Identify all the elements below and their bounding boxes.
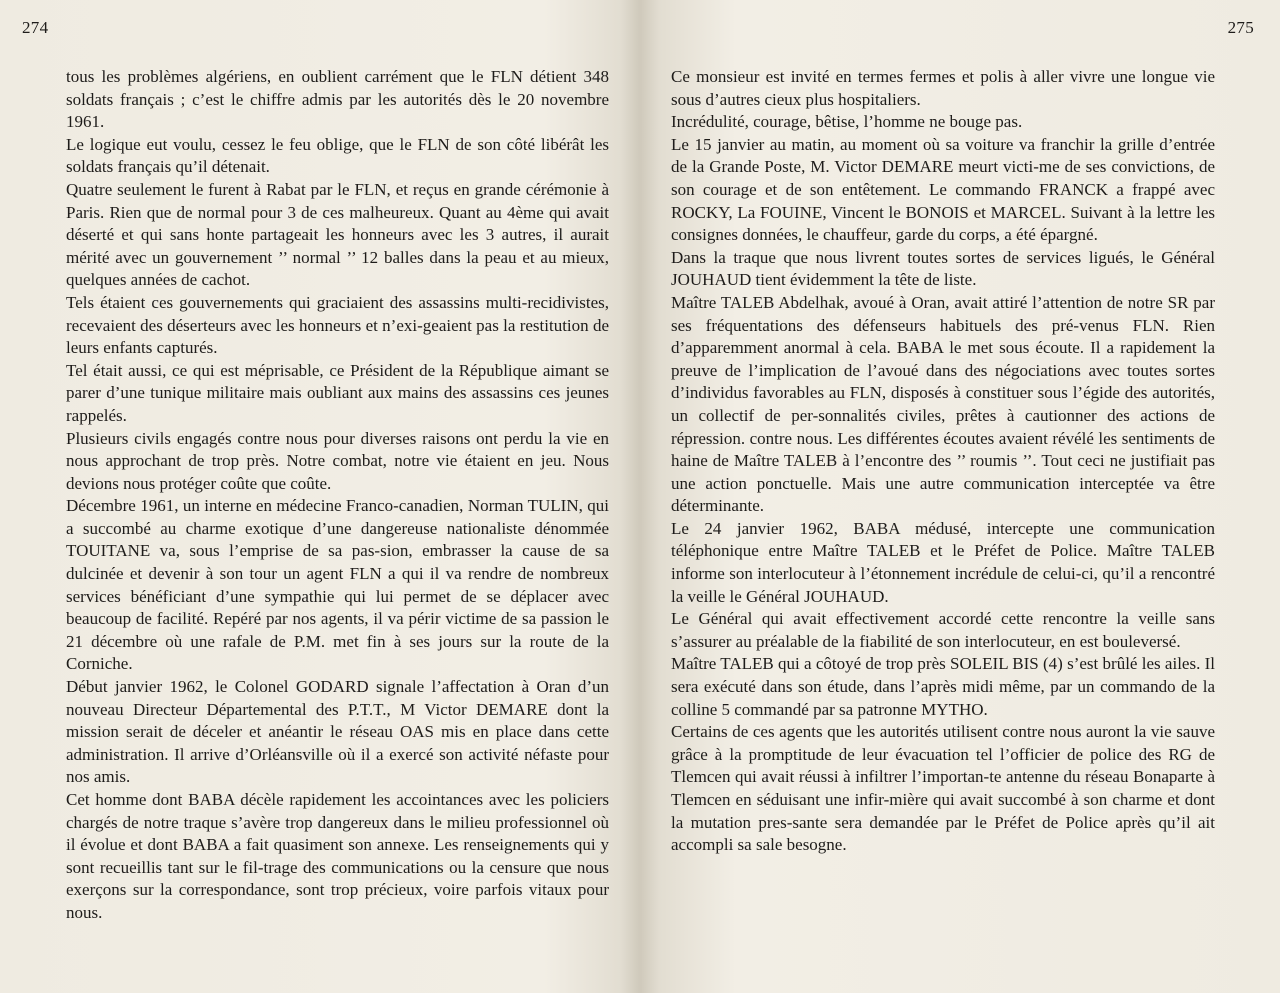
paragraph: tous les problèmes algériens, en oublient carrément que le FLN détient 348 soldats français ; c’est le chiffre admis par les autorités dès le 20 novembre 1961. [66,67,609,132]
paragraph: Le 15 janvier au matin, au moment où sa voiture va franchir la grille d’entrée de la Grande Poste, M. Victor DEMARE meurt victi-me de ses convictions, de son courage et de son entêtement. Le commando FRANCK a frappé avec ROCKY, La FOUINE, Vincent le BONOIS et MARCEL. Suivant à la lettre les consignes données, le chauffeur, garde du corps, a été épargné. [671,134,1215,245]
paragraph: Le 24 janvier 1962, BABA médusé, intercepte une communication téléphonique entre Maître TALEB et le Préfet de Police. Maître TALEB informe son interlocuteur à l’étonnement incrédule de celui-ci, qu’il a rencontré la veille le Général JOUHAUD. [671,518,1215,606]
paragraph: Dans la traque que nous livrent toutes sortes de services ligués, le Général JOUHAUD tient évidemment la tête de liste. [671,247,1215,290]
paragraph: Cet homme dont BABA décèle rapidement les accointances avec les policiers chargés de notre traque s’avère trop dangereux dans le milieu professionnel où il évolue et dont BABA a fait quasiment son annexe. Les renseignements qui y sont recueillis tant sur le fil-trage des communications ou la censure que nous exerçons sur la correspondance, sont trop précieux, voire parfois vitaux pour nous. [66,790,609,922]
right-page [640,0,1280,993]
paragraph: Tel était aussi, ce qui est méprisable, ce Président de la République aimant se parer d’une tunique militaire mais oubliant aux mains des assassins ces jeunes rappelés. [66,360,609,425]
paragraph: Quatre seulement le furent à Rabat par le FLN, et reçus en grande cérémonie à Paris. Rien que de normal pour 3 de ces malheureux. Quant au 4ème qui avait déserté et qui sans honte partageait les honneurs avec les 3 autres, il aurait mérité avec un gouvernement ’’ normal ’’ 12 balles dans la peau et au mieux, quelques années de cachot. [66,179,609,290]
paragraph: Maître TALEB qui a côtoyé de trop près SOLEIL BIS (4) s’est brûlé les ailes. Il sera exécuté dans son étude, dans l’après midi même, par un commando de la colline 5 commandé par sa patronne MYTHO. [671,654,1215,719]
paragraph: Ce monsieur est invité en termes fermes et polis à aller vivre une longue vie sous d’autres cieux plus hospitaliers. [671,67,1215,109]
page-number-left: 274 [22,18,49,37]
paragraph: Le logique eut voulu, cessez le feu oblige, que le FLN de son côté libérât les soldats français qu’il détenait. [66,134,609,177]
paragraph: Décembre 1961, un interne en médecine Franco-canadien, Norman TULIN, qui a succombé au charme exotique d’une dangereuse nationaliste dénommée TOUITANE va, sous l’emprise de sa pas-sion, embrasser la cause de sa dulcinée et devenir à son tour un agent FLN a qui il va rendre de nombreux services bénéficiant d’une sympathie qui lui permet de se déplacer avec beaucoup de facilité. Repéré par nos agents, il va périr victime de sa passion le 21 décembre où une rafale de P.M. met fin à ses jours sur la route de la Corniche. [66,496,609,674]
paragraph: Le Général qui avait effectivement accordé cette rencontre la veille sans s’assurer au préalable de la fiabilité de son interlocuteur, en est bouleversé. [671,609,1215,651]
paragraph: Début janvier 1962, le Colonel GODARD signale l’affectation à Oran d’un nouveau Directeur Départemental des P.T.T., M Victor DEMARE dont la mission serait de déceler et anéantir le réseau OAS mis en place dans cette administration. Il arrive d’Orléansville où il a exercé son activité néfaste pour nos amis. [66,677,609,787]
right-page-body [671,66,1215,857]
paragraph: Tels étaient ces gouvernements qui graciaient des assassins multi-recidivistes, recevaient des déserteurs avec les honneurs et n’exi-geaient pas la restitution de leurs enfants capturés. [66,292,609,358]
left-page-body [66,66,609,925]
page-number-right: 275 [1227,18,1254,37]
paragraph: Incrédulité, courage, bêtise, l’homme ne bouge pas. [671,112,1023,132]
paragraph: Maître TALEB Abdelhak, avoué à Oran, avait attiré l’attention de notre SR par ses fréquentations des défenseurs habituels des pré-venus FLN. Rien d’apparemment anormal à cela. BABA le met sous écoute. Il a rapidement la preuve de l’implication de l’avoué dans des négociations avec toutes sortes d’individus favorables au FLN, disposés à constituer sous l’égide des autorités, un collectif de per-sonnalités civiles, prêtes à cautionner des actions de répression. contre nous. Les différentes écoutes avaient révélé les sentiments de haine de Maître TALEB à l’encontre des ’’ roumis ’’. Tout ceci ne justifiait pas une action ponctuelle. Mais une autre communication interceptée va être déterminante. [671,292,1215,516]
paragraph: Certains de ces agents que les autorités utilisent contre nous auront la vie sauve grâce à la promptitude de leur évacuation tel l’officier de police des RG de Tlemcen qui avait réussi à infiltrer l’importan-te antenne du réseau Bonaparte à Tlemcen en séduisant une infir-mière qui avait succombé à son charme et dont la mutation pres-sante sera demandée par le Préfet de Police après qu’il ait accompli sa sale besogne. [671,722,1215,855]
paragraph: Plusieurs civils engagés contre nous pour diverses raisons ont perdu la vie en nous approchant de trop près. Notre combat, notre vie étaient en jeu. Nous devions nous protéger coûte que coûte. [66,428,609,493]
